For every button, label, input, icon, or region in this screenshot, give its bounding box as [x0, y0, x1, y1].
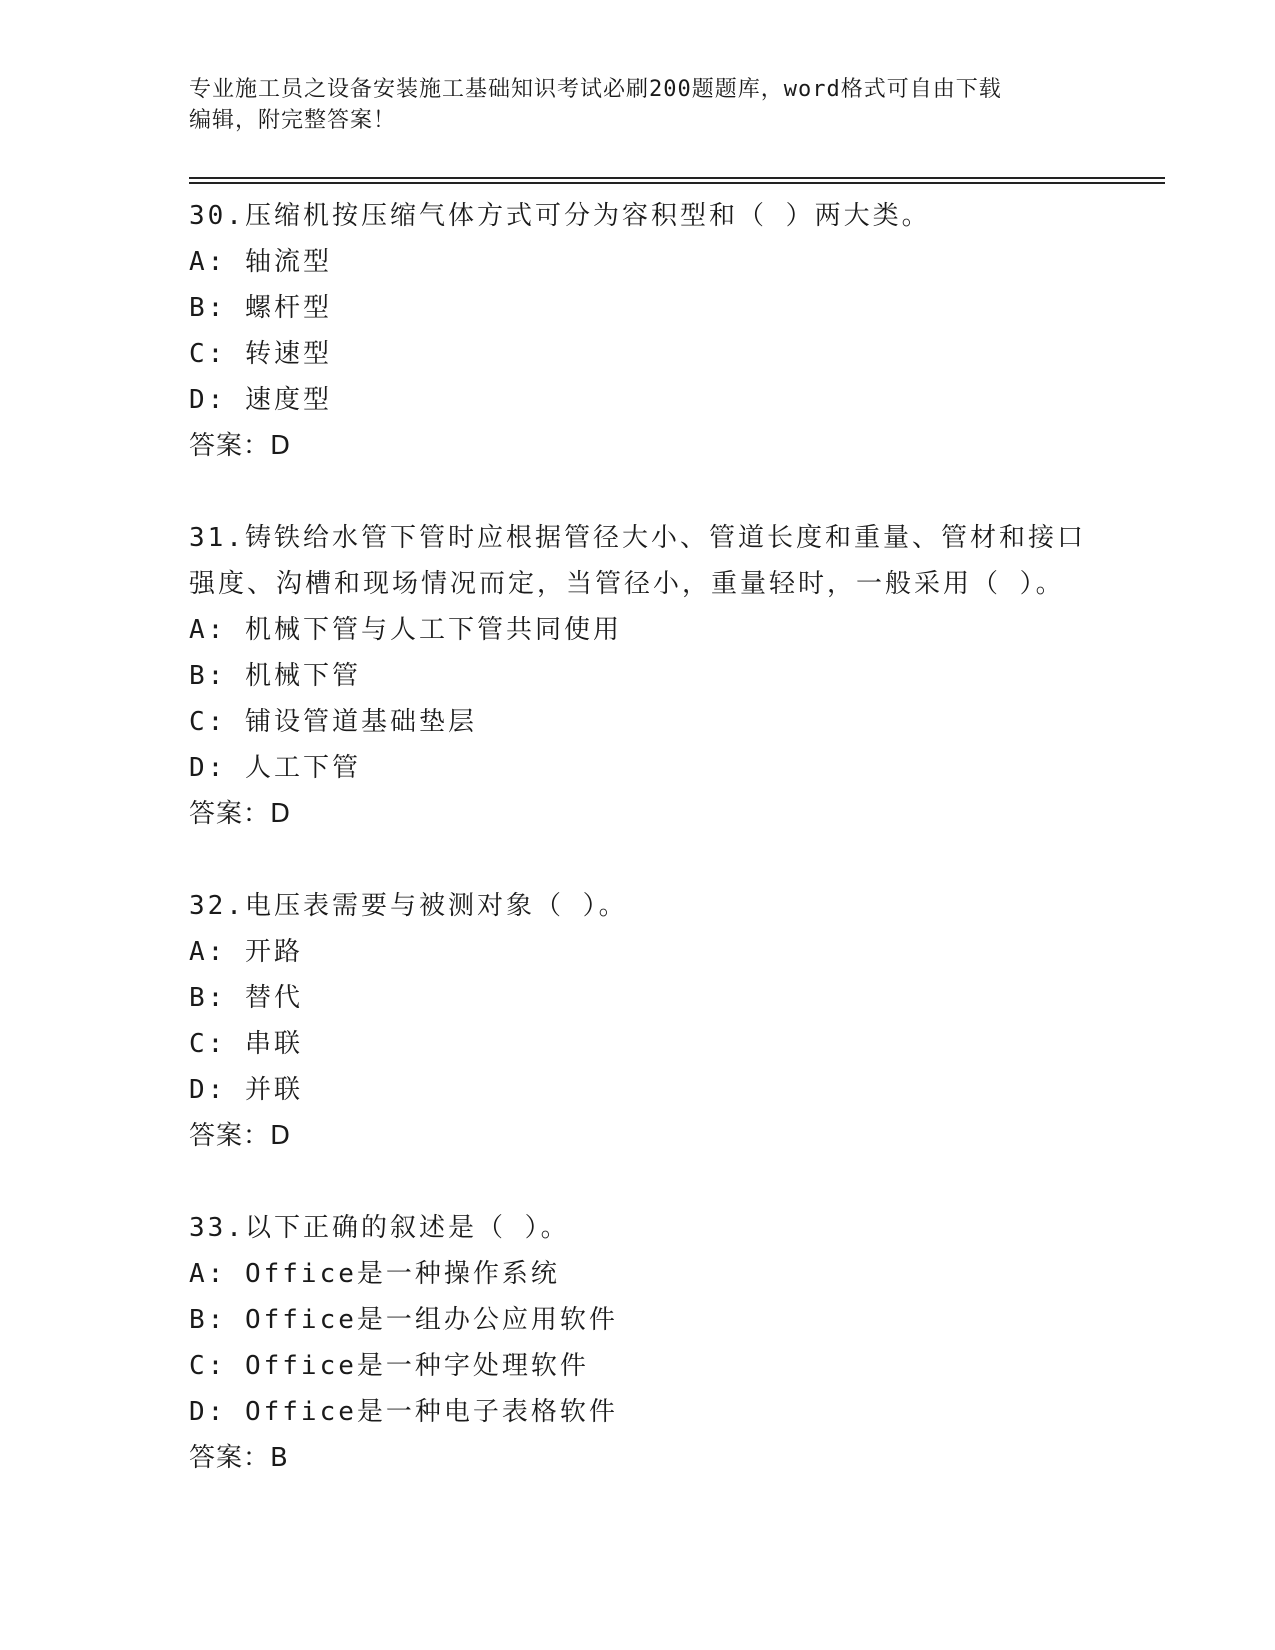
question-33: [189, 1205, 1089, 1481]
option-d: D: 速度型: [189, 385, 332, 415]
option-b: B: 螺杆型: [189, 293, 332, 323]
question-30: [189, 193, 1089, 469]
header-line-2: 编辑，附完整答案！: [189, 108, 397, 133]
option-d: D: Office是一种电子表格软件: [189, 1397, 618, 1427]
option-d: D: 并联: [189, 1075, 303, 1105]
question-31: [189, 515, 1089, 837]
option-c: C: 铺设管道基础垫层: [189, 707, 477, 737]
option-b: B: Office是一组办公应用软件: [189, 1305, 618, 1335]
option-d: D: 人工下管: [189, 753, 361, 783]
question-32: [189, 883, 1089, 1159]
question-stem-line-2: 强度、沟槽和现场情况而定，当管径小，重量轻时，一般采用（ ）。: [189, 569, 1065, 599]
option-a: A: 轴流型: [189, 247, 332, 277]
option-a: A: 机械下管与人工下管共同使用: [189, 615, 622, 645]
option-b: B: 机械下管: [189, 661, 361, 691]
question-stem: 33.以下正确的叙述是（ ）。: [189, 1213, 570, 1243]
option-a: A: 开路: [189, 937, 303, 967]
answer: 答案：D: [189, 799, 292, 829]
question-list: [189, 193, 1089, 1527]
document-header: [189, 74, 1089, 136]
answer: 答案：D: [189, 431, 292, 461]
question-stem: 32.电压表需要与被测对象（ ）。: [189, 891, 628, 921]
answer: 答案：D: [189, 1121, 292, 1151]
option-a: A: Office是一种操作系统: [189, 1259, 560, 1289]
option-c: C: Office是一种字处理软件: [189, 1351, 589, 1381]
header-line-1: 专业施工员之设备安装施工基础知识考试必刷200题题库，word格式可自由下载: [189, 77, 1002, 102]
question-stem-line-1: 31.铸铁给水管下管时应根据管径大小、管道长度和重量、管材和接口: [189, 523, 1086, 553]
option-c: C: 串联: [189, 1029, 303, 1059]
question-stem: 30.压缩机按压缩气体方式可分为容积型和（ ）两大类。: [189, 201, 931, 231]
header-divider-top: [189, 177, 1165, 179]
option-b: B: 替代: [189, 983, 303, 1013]
option-c: C: 转速型: [189, 339, 332, 369]
header-divider-bottom: [189, 182, 1165, 184]
answer: 答案：B: [189, 1443, 289, 1473]
